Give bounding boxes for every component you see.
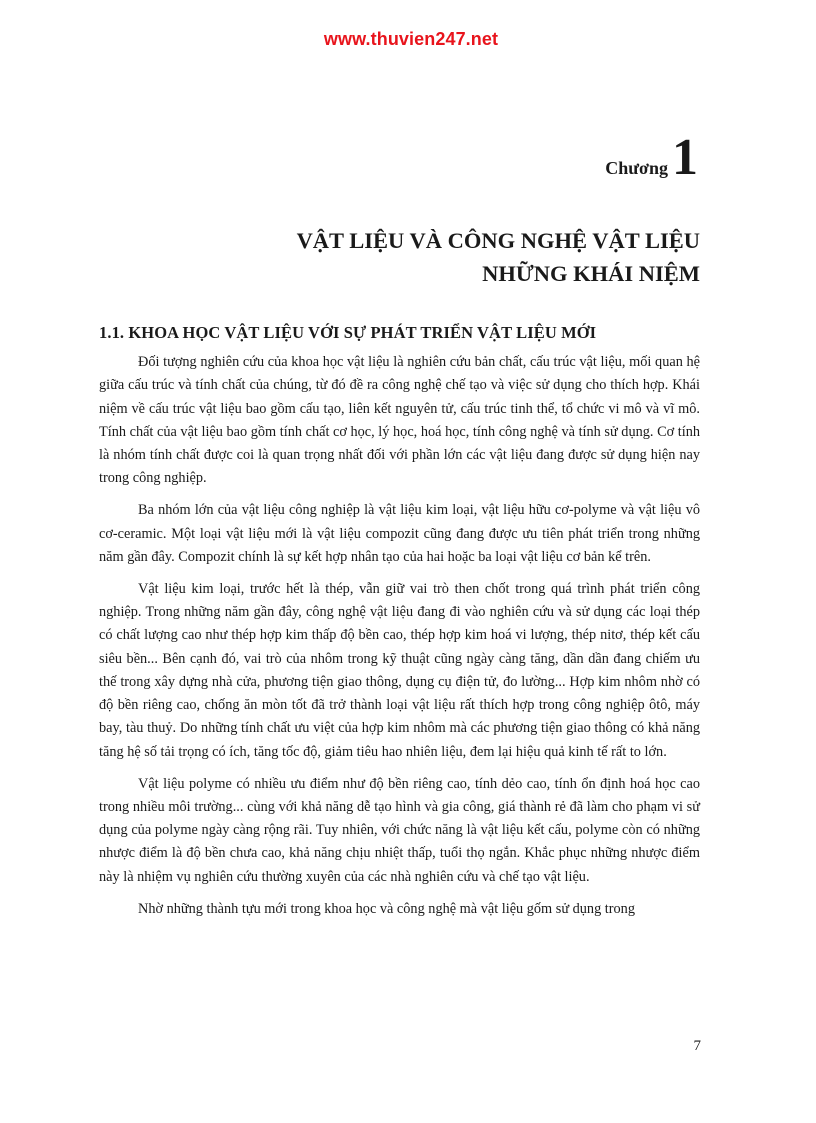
paragraph: Đối tượng nghiên cứu của khoa học vật liệu là nghiên cứu bản chất, cấu trúc vật liệu, mối quan hệ giữa cấu trúc và tính chất của chúng, từ đó đề ra công nghệ chế tạo và việc sử dụng cho thích hợp. Khái niệm về cấu trúc vật liệu bao gồm cấu tạo, liên kết nguyên tử, cấu trúc tinh thể, tổ chức vi mô và vĩ mô. Tính chất của vật liệu bao gồm tính chất cơ học, lý học, hoá học, tính công nghệ và tính sử dụng. Cơ tính là nhóm tính chất được coi là quan trọng nhất đối với phần lớn các vật liệu đang được sử dụng hiện nay trong công nghiệp. [99,354,700,487]
chapter-title-line-1: VẬT LIỆU VÀ CÔNG NGHỆ VẬT LIỆU [296,228,700,253]
paragraph: Vật liệu kim loại, trước hết là thép, vẫn giữ vai trò then chốt trong quá trình phát triển công nghiệp. Trong những năm gần đây, công nghệ vật liệu đang đi vào nghiên cứu và sử dụng các loại thép có chất lượng cao như thép hợp kim thấp độ bền cao, thép hợp kim hoá vi lượng, thép nitơ, thép kết cấu siêu bền... Bên cạnh đó, vai trò của nhôm trong kỹ thuật cũng ngày càng tăng, dần dần đang chiếm ưu thế trong xây dựng nhà cửa, phương tiện giao thông, dụng cụ điện tử, đo lường... Hợp kim nhôm nhờ có độ bền riêng cao, chống ăn mòn tốt đã trở thành loại vật liệu rất thích hợp trong công nghiệp ôtô, máy bay, tàu thuỷ. Do những tính chất ưu việt của hợp kim nhôm mà các phương tiện giao thông có khả năng tăng hệ số tải trọng có ích, tăng tốc độ, giảm tiêu hao nhiên liệu, đem lại hiệu quả kinh tế rất to lớn. [99,580,700,760]
chapter-title [297,224,700,290]
section-heading: 1.1. KHOA HỌC VẬT LIỆU VỚI SỰ PHÁT TRIỂN VẬT LIỆU MỚI [99,323,597,342]
body-text [99,351,700,921]
page-number: 7 [693,1038,701,1054]
paragraph: Vật liệu polyme có nhiều ưu điểm như độ bền riêng cao, tính dẻo cao, tính ổn định hoá học cao trong nhiều môi trường... cùng với khả năng dễ tạo hình và gia công, giá thành rẻ đã làm cho phạm vi sử dụng của polyme ngày càng rộng rãi. Tuy nhiên, với chức năng là vật liệu kết cấu, polyme còn có những nhược điểm là độ bền chưa cao, khả năng chịu nhiệt thấp, tuổi thọ ngắn. Khắc phục những nhược điểm này là nhiệm vụ nghiên cứu thường xuyên của các nhà nghiên cứu và chế tạo vật liệu. [99,775,700,885]
watermark-url[interactable]: www.thuvien247.net [323,29,499,49]
chapter-heading [605,129,698,186]
chapter-title-line-2: NHỮNG KHÁI NIỆM [482,261,700,286]
paragraph: Nhờ những thành tựu mới trong khoa học và công nghệ mà vật liệu gốm sử dụng trong [138,900,635,917]
chapter-number: 1 [672,129,698,186]
paragraph: Ba nhóm lớn của vật liệu công nghiệp là vật liệu kim loại, vật liệu hữu cơ-polyme và vật liệu vô cơ-ceramic. Một loại vật liệu mới là vật liệu compozit cũng đang được ưu tiên phát triển trong những năm gần đây. Compozit chính là sự kết hợp nhân tạo của hai hoặc ba loại vật liệu cơ bản kể trên. [99,502,700,565]
chapter-label: Chương [605,158,668,178]
